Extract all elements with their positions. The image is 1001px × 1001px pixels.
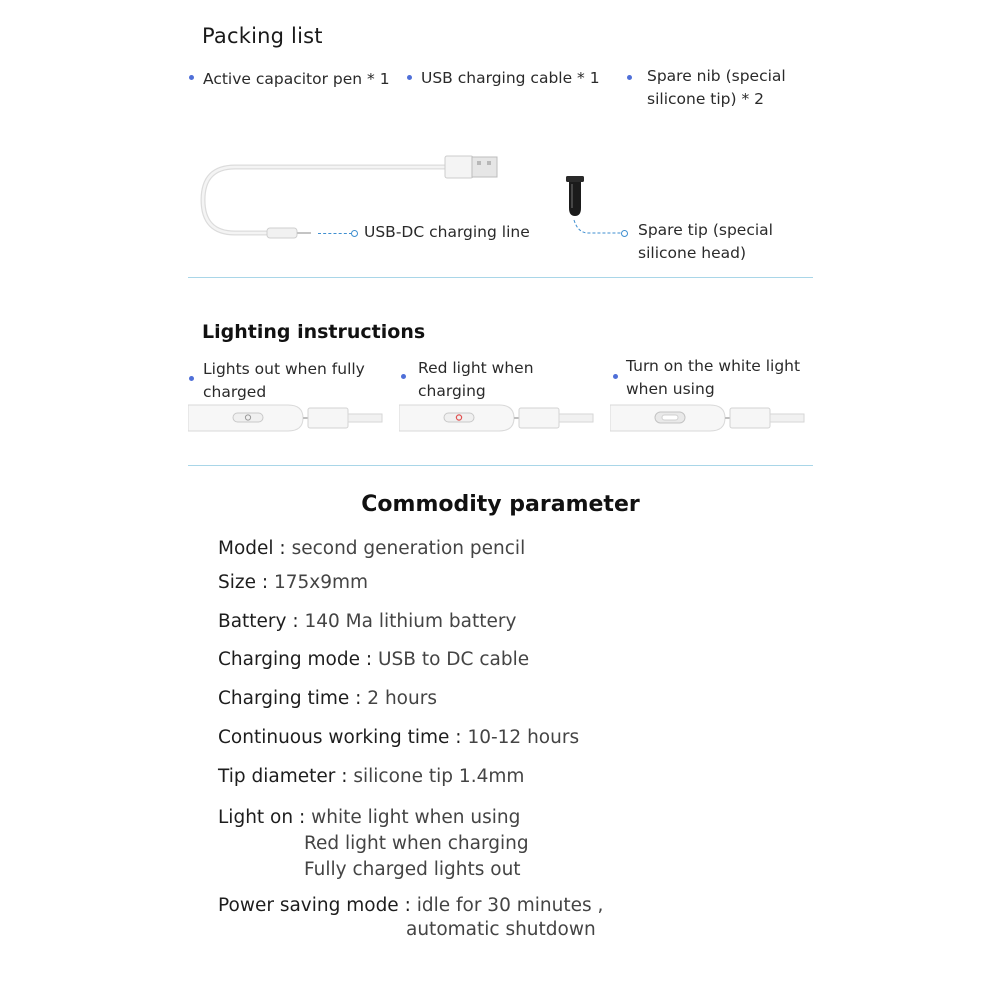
pen-charging-image bbox=[399, 402, 594, 434]
param-power-saving: Power saving mode : idle for 30 minutes , bbox=[218, 895, 604, 916]
bullet bbox=[401, 374, 406, 379]
param-model: Model : second generation pencil bbox=[218, 538, 526, 559]
bullet bbox=[407, 75, 412, 80]
divider bbox=[188, 465, 813, 466]
packing-item-pen: Active capacitor pen * 1 bbox=[203, 70, 390, 88]
param-light-on: Light on : white light when using bbox=[218, 807, 521, 828]
tip-label: Spare tip (special silicone head) bbox=[638, 221, 773, 262]
packing-item-cable: USB charging cable * 1 bbox=[421, 69, 600, 87]
packing-title: Packing list bbox=[202, 24, 323, 48]
cable-label: USB-DC charging line bbox=[364, 223, 530, 241]
divider bbox=[188, 277, 813, 278]
bullet bbox=[613, 374, 618, 379]
param-size: Size : 175x9mm bbox=[218, 572, 369, 593]
param-light-on-line3: Fully charged lights out bbox=[304, 859, 521, 880]
callout-dot bbox=[621, 230, 628, 237]
param-charging-mode: Charging mode : USB to DC cable bbox=[218, 649, 530, 670]
callout-line bbox=[318, 233, 352, 234]
lighting-item-using: Turn on the white light when using bbox=[626, 357, 801, 398]
bullet bbox=[189, 75, 194, 80]
param-charging-time: Charging time : 2 hours bbox=[218, 688, 437, 709]
param-tip-diameter: Tip diameter : silicone tip 1.4mm bbox=[218, 766, 525, 787]
pen-fully-charged-image bbox=[188, 402, 383, 434]
lighting-item-charging: Red light when charging bbox=[418, 359, 534, 400]
lighting-item-charged: Lights out when fully charged bbox=[203, 360, 365, 401]
lighting-title: Lighting instructions bbox=[202, 321, 426, 343]
bullet bbox=[627, 75, 632, 80]
callout-dot bbox=[351, 230, 358, 237]
param-battery: Battery : 140 Ma lithium battery bbox=[218, 611, 517, 632]
param-power-saving-line2: automatic shutdown bbox=[406, 919, 596, 940]
pen-using-image bbox=[610, 402, 805, 434]
param-light-on-line2: Red light when charging bbox=[304, 833, 529, 854]
params-title: Commodity parameter bbox=[361, 492, 640, 517]
param-working-time: Continuous working time : 10-12 hours bbox=[218, 727, 580, 748]
packing-item-nib: Spare nib (special silicone tip) * 2 bbox=[647, 67, 786, 108]
bullet bbox=[189, 376, 194, 381]
spare-tip-image bbox=[562, 172, 592, 222]
